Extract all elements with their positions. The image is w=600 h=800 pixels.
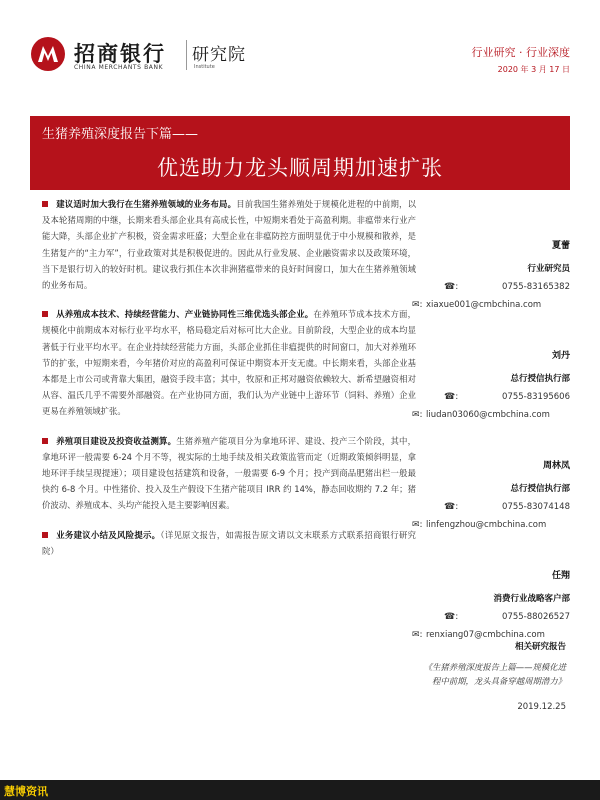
analyst-email[interactable]: renxiang07@cmbchina.com	[426, 630, 545, 640]
analyst-name: 任翔	[551, 571, 570, 581]
phone-icon: ☎:	[444, 282, 459, 292]
related-report-link[interactable]: 《生猪养殖深度报告上篇——规模化进程中前期，龙头具备穿越周期潜力》	[423, 662, 566, 686]
bullet-square-icon	[42, 311, 48, 317]
analyst-email[interactable]: xiaxue001@cmbchina.com	[426, 300, 542, 310]
summary-paragraph	[42, 527, 416, 559]
analyst-role: 消费行业战略客户部	[493, 594, 570, 604]
email-icon: ✉:	[412, 300, 423, 310]
paragraph-lead: 从养殖成本技术、持续经营能力、产业链协同性三维优选头部企业。	[56, 309, 314, 320]
phone-icon: ☎:	[444, 612, 459, 622]
analyst-card	[412, 238, 574, 348]
related-report-date: 2019.12.25	[517, 702, 566, 712]
phone-icon: ☎:	[444, 502, 459, 512]
summary-paragraph	[42, 433, 416, 514]
banner-subtitle: 生猪养殖深度报告下篇——	[42, 127, 199, 142]
report-type: 行业研究 · 行业深度	[471, 46, 570, 59]
institute-subtitle: Institute	[194, 64, 215, 70]
footer-band	[0, 780, 600, 800]
cmb-logo-icon	[30, 36, 66, 72]
email-icon: ✉:	[412, 410, 423, 420]
logo-english-name: CHINA MERCHANTS BANK	[74, 64, 164, 71]
analyst-phone: 0755-83074148	[502, 502, 570, 512]
analyst-card	[412, 458, 574, 568]
analyst-sidebar	[412, 238, 574, 678]
summary-paragraph	[42, 306, 416, 419]
paragraph-body: （详见原文报告，如需报告原文请以文末联系方式联系招商银行研究院）	[42, 529, 416, 556]
analyst-card	[412, 348, 574, 458]
paragraph-lead: 建议适时加大我行在生猪养殖领域的业务布局。	[56, 199, 237, 209]
analyst-phone: 0755-83195606	[502, 392, 570, 402]
email-icon: ✉:	[412, 520, 423, 530]
logo-chinese-name: 招商银行	[74, 42, 166, 66]
related-reports	[416, 640, 566, 712]
bullet-square-icon	[42, 438, 48, 444]
phone-icon: ☎:	[444, 392, 459, 402]
paragraph-body: 在养殖环节成本技术方面，规模化中前期成本对标行业平均水平，格局稳定后对标可比大企业。目前阶段，大型企业的成本均显著低于行业平均水平。在企业持续经营能力方面，头部企业抓住非瘟提供的时间窗口，加大对养殖环节的扩张，中短期来看，今年猪价对应的高盈利可保证中期资本开支无虞。中长期来看，头部企业基本都是上市公司或背靠大集团，融资手段丰富；其中，牧原和正邦对融资依赖较大、新希望融资相对从容、温氏几乎不需要外部融资。在产业协同方面，我们认为产业链中上游环节（饲料、养殖）企业更易在养殖领域扩张。	[42, 309, 417, 417]
footer-watermark: 慧博资讯	[4, 785, 48, 798]
paragraph-body: 目前我国生猪养殖处于规模化进程的中前期，以及本轮猪周期的中继，长期来看头部企业具有高成长性，中短期来看处于高盈利期。非瘟带来行业产能大降，头部企业扩产积极，资金需求旺盛；大型企业在非瘟防控方面明显优于中小规模和散养，是生猪复产的“主力军”，行业政策对其是积极促进的。因此从行业发展、企业融资需求以及政策环境，当下是银行切入的较好时机。建议我行抓住本次非洲猪瘟带来的良好时间窗口，加大在生猪养殖领域的业务布局。	[42, 199, 417, 291]
summary-body	[42, 196, 416, 572]
analyst-email[interactable]: linfengzhou@cmbchina.com	[426, 520, 547, 530]
analyst-email[interactable]: liudan03060@cmbchina.com	[426, 410, 550, 420]
analyst-name: 周林凤	[542, 461, 570, 471]
analyst-phone: 0755-88026527	[502, 612, 570, 622]
analyst-role: 行业研究员	[527, 264, 570, 274]
analyst-name: 刘丹	[551, 351, 570, 361]
analyst-role: 总行授信执行部	[510, 374, 570, 384]
email-icon: ✉:	[412, 630, 423, 640]
related-heading: 相关研究报告	[514, 642, 566, 652]
report-title: 优选助力龙头顺周期加速扩张	[157, 156, 443, 180]
bullet-square-icon	[42, 532, 48, 538]
paragraph-lead: 养殖项目建设及投资收益测算。	[56, 435, 177, 446]
paragraph-body: 生猪养殖产能项目分为拿地环评、建设、投产三个阶段，其中，拿地环评一般需要 6-24 个月不等，视实际的土地手续及相关政策监管而定（近期政策倾斜明显，拿地环评手续呈现提速）；项目建设包括建筑和设备，一般需要 6-9 个月；投产到商品肥猪出栏一般最快约 6-8 个月。中性猪价、投入及生产假设下生猪产能项目 IRR 约 14%，静态回收期约 7.2 年；猪价波动、养殖成本、头均产能投入是主要影响因素。	[42, 435, 417, 511]
analyst-phone: 0755-83165382	[502, 282, 570, 292]
report-header	[30, 36, 570, 76]
paragraph-lead: 业务建议小结及风险提示。	[56, 529, 161, 540]
logo-divider	[186, 40, 187, 70]
analyst-role: 总行授信执行部	[510, 484, 570, 494]
institute-name: 研究院	[192, 45, 246, 65]
report-date: 2020 年 3 月 17 日	[497, 65, 570, 74]
summary-paragraph	[42, 196, 416, 293]
bullet-square-icon	[42, 201, 48, 207]
title-banner	[30, 116, 570, 190]
analyst-name: 夏蕾	[551, 241, 570, 251]
